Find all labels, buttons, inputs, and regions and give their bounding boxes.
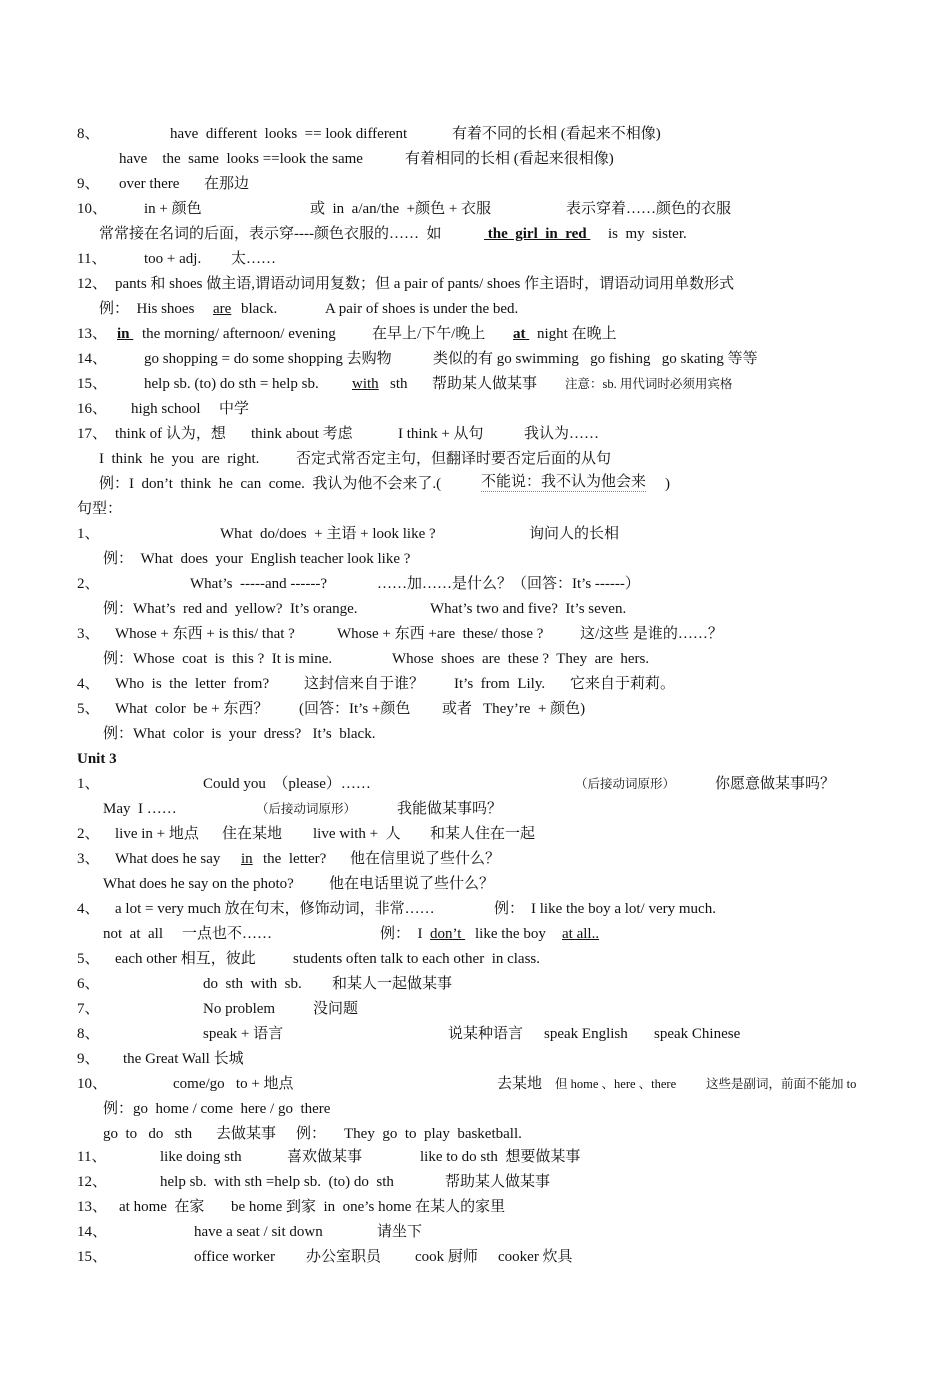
example: speak English xyxy=(544,1026,628,1042)
translation: 一点也不…… xyxy=(182,926,273,942)
list-item xyxy=(0,373,950,395)
section-heading xyxy=(0,498,950,520)
example-note: 不能说：我不认为他会来 xyxy=(481,474,647,490)
example-underlined: at all.. xyxy=(562,926,600,942)
phrase: go shopping = do some shopping 去购物 xyxy=(144,351,392,367)
phrase: cooker 炊具 xyxy=(498,1249,573,1265)
translation: 在早上/下午/晚上 xyxy=(372,326,486,342)
example: Whose shoes are these ? They are hers. xyxy=(392,651,650,667)
preposition-underlined: with xyxy=(352,376,379,392)
phrase: think of 认为，想 xyxy=(115,426,226,442)
pattern: What do/does + 主语 + look like ? xyxy=(220,526,436,542)
phrase: each other 相互，彼此 xyxy=(115,951,256,967)
list-item xyxy=(0,1146,950,1168)
translation: 表示穿着……颜色的衣服 xyxy=(566,201,732,217)
list-item xyxy=(0,273,950,295)
list-item xyxy=(0,548,950,570)
example: is my sister. xyxy=(608,226,687,242)
list-item xyxy=(0,848,950,870)
list-item xyxy=(0,1171,950,1193)
list-item xyxy=(0,998,950,1020)
note: 这些是副词，前面不能加 to xyxy=(706,1077,857,1091)
item-number: 15、 xyxy=(77,376,108,392)
phrase: I think + 从句 xyxy=(398,426,484,442)
phrase: think about 考虑 xyxy=(251,426,353,442)
example: 例： I xyxy=(380,926,423,942)
note: 但 home 、here 、there xyxy=(555,1077,677,1091)
translation: 喜欢做某事 xyxy=(287,1149,363,1165)
example: speak Chinese xyxy=(654,1026,741,1042)
example: students often talk to each other in class. xyxy=(293,951,541,967)
translation: 他在电话里说了些什么？ xyxy=(329,876,495,892)
translation: 说某种语言 xyxy=(448,1026,524,1042)
translation: 帮助某人做某事 xyxy=(432,376,538,392)
pattern: Who is the letter from? xyxy=(115,676,270,692)
example: 例：I don’t think he can come. 我认为他不会来了.( xyxy=(99,476,442,492)
phrase: the letter? xyxy=(263,851,327,867)
item-number: 17、 xyxy=(77,426,108,442)
translation: 我认为…… xyxy=(524,426,600,442)
list-item xyxy=(0,1073,950,1095)
example: black. xyxy=(241,301,278,317)
phrase: Could you （please）…… xyxy=(203,776,371,792)
unit-heading xyxy=(0,748,950,770)
list-item xyxy=(0,1221,950,1243)
example: ) xyxy=(665,476,670,492)
pattern: What color be + 东西？ xyxy=(115,701,269,717)
phrase: have the same looks ==look the same xyxy=(119,151,363,167)
phrase: What does he say xyxy=(115,851,221,867)
item-number: 8、 xyxy=(77,1026,100,1042)
note: 类似的有 go swimming go fishing go skating 等等 xyxy=(433,351,758,367)
list-item xyxy=(0,523,950,545)
translation: 你愿意做某事吗？ xyxy=(715,776,836,792)
phrase: not at all xyxy=(103,926,163,942)
translation: 帮助某人做某事 xyxy=(445,1174,551,1190)
phrase: over there xyxy=(119,176,180,192)
translation: 办公室职员 xyxy=(306,1249,382,1265)
phrase: night 在晚上 xyxy=(537,326,617,342)
phrase: be home 到家 in one’s home 在某人的家里 xyxy=(231,1199,506,1215)
list-item xyxy=(0,423,950,445)
list-item xyxy=(0,198,950,220)
note: (回答：It’s +颜色 xyxy=(299,701,411,717)
note: （后接动词原形） xyxy=(575,777,676,791)
phrase: office worker xyxy=(194,1249,275,1265)
phrase: the morning/ afternoon/ evening xyxy=(142,326,336,342)
example: 例： His shoes xyxy=(99,301,195,317)
translation: 和某人一起做某事 xyxy=(332,976,453,992)
list-item xyxy=(0,1196,950,1218)
list-item xyxy=(0,898,950,920)
list-item xyxy=(0,173,950,195)
item-number: 4、 xyxy=(77,901,100,917)
translation: ……加……是什么？（回答：It’s ------） xyxy=(377,576,640,592)
translation: 这封信来自于谁？ xyxy=(304,676,425,692)
phrase: like doing sth xyxy=(160,1149,242,1165)
item-number: 1、 xyxy=(77,776,100,792)
note: 常常接在名词的后面，表示穿----颜色衣服的…… 如 xyxy=(99,226,442,242)
example: It’s from Lily. xyxy=(454,676,546,692)
phrase: at home 在家 xyxy=(119,1199,205,1215)
phrase: have a seat / sit down xyxy=(194,1224,323,1240)
list-item xyxy=(0,323,950,345)
translation: 这/这些 是谁的……？ xyxy=(580,626,723,642)
phrase: help sb. with sth =help sb. (to) do sth xyxy=(160,1174,394,1190)
list-item xyxy=(0,448,950,470)
item-number: 5、 xyxy=(77,701,100,717)
note: 或者 xyxy=(442,701,473,717)
note: They’re + 颜色) xyxy=(483,701,586,717)
list-item xyxy=(0,773,950,795)
example: 例：go home / come here / go there xyxy=(103,1101,331,1117)
list-item xyxy=(0,473,950,495)
preposition-underlined: in xyxy=(241,851,253,867)
list-item xyxy=(0,148,950,170)
item-number: 3、 xyxy=(77,851,100,867)
list-item xyxy=(0,398,950,420)
example-underlined: don’t xyxy=(430,926,466,942)
note: 否定式常否定主句，但翻译时要否定后面的从句 xyxy=(296,451,612,467)
translation: 在那边 xyxy=(204,176,250,192)
item-number: 9、 xyxy=(77,176,100,192)
preposition-underlined: at xyxy=(513,326,530,342)
translation: 住在某地 xyxy=(222,826,283,842)
example-underlined: the girl in red xyxy=(484,226,591,242)
list-item xyxy=(0,1246,950,1268)
translation: 请坐下 xyxy=(377,1224,423,1240)
phrase: like to do sth 想要做某事 xyxy=(420,1149,581,1165)
item-number: 16、 xyxy=(77,401,108,417)
item-number: 13、 xyxy=(77,326,108,342)
list-item xyxy=(0,348,950,370)
phrase: help sb. (to) do sth = help sb. xyxy=(144,376,319,392)
translation: 有着相同的长相 (看起来很相像) xyxy=(405,151,614,167)
phrase: What does he say on the photo? xyxy=(103,876,294,892)
item-number: 12、 xyxy=(77,1174,108,1190)
phrase: go to do sth xyxy=(103,1126,193,1142)
item-number: 11、 xyxy=(77,1149,107,1165)
translation: 和某人住在一起 xyxy=(430,826,536,842)
note: pants 和 shoes 做主语,谓语动词用复数；但 a pair of pants/ shoes 作主语时，谓语动词用单数形式 xyxy=(115,276,735,292)
list-item xyxy=(0,948,950,970)
phrase: the Great Wall 长城 xyxy=(123,1051,244,1067)
list-item xyxy=(0,223,950,245)
phrase: live in + 地点 xyxy=(115,826,199,842)
pattern: What’s -----and ------? xyxy=(190,576,327,592)
list-item xyxy=(0,123,950,145)
list-item xyxy=(0,648,950,670)
unit-title: Unit 3 xyxy=(77,751,117,767)
translation: 询问人的长相 xyxy=(529,526,620,542)
example: 例：What’s red and yellow? It’s orange. xyxy=(103,601,358,617)
item-number: 6、 xyxy=(77,976,100,992)
list-item xyxy=(0,673,950,695)
example-label: 例： xyxy=(494,901,525,917)
translation: 有着不同的长相 (看起来不相像) xyxy=(452,126,661,142)
translation: 他在信里说了些什么？ xyxy=(350,851,501,867)
phrase: too + adj. xyxy=(144,251,202,267)
phrase: speak + 语言 xyxy=(203,1026,284,1042)
item-number: 1、 xyxy=(77,526,100,542)
item-number: 8、 xyxy=(77,126,100,142)
example: They go to play basketball. xyxy=(344,1126,522,1142)
translation: 它来自于莉莉。 xyxy=(570,676,676,692)
item-number: 4、 xyxy=(77,676,100,692)
phrase: have different looks == look different xyxy=(170,126,408,142)
translation: 没问题 xyxy=(313,1001,359,1017)
list-item xyxy=(0,723,950,745)
translation: 太…… xyxy=(231,251,277,267)
translation: 中学 xyxy=(219,401,250,417)
list-item xyxy=(0,873,950,895)
item-number: 12、 xyxy=(77,276,108,292)
list-item xyxy=(0,573,950,595)
list-item xyxy=(0,698,950,720)
phrase: sth xyxy=(390,376,408,392)
preposition-underlined: in xyxy=(117,326,134,342)
phrase: cook 厨师 xyxy=(415,1249,478,1265)
example: like the boy xyxy=(475,926,546,942)
list-item xyxy=(0,798,950,820)
example: 例： What does your English teacher look like ? xyxy=(103,551,411,567)
list-item xyxy=(0,923,950,945)
example-underlined: are xyxy=(213,301,232,317)
example: 例：What color is your dress? It’s black. xyxy=(103,726,376,742)
translation: 我能做某事吗？ xyxy=(397,801,503,817)
list-item xyxy=(0,1098,950,1120)
phrase: May I …… xyxy=(103,801,177,817)
list-item xyxy=(0,973,950,995)
item-number: 2、 xyxy=(77,576,100,592)
item-number: 10、 xyxy=(77,201,108,217)
list-item xyxy=(0,598,950,620)
translation: 去做某事 xyxy=(216,1126,277,1142)
phrase: come/go to + 地点 xyxy=(173,1076,294,1092)
phrase: do sth with sb. xyxy=(203,976,302,992)
item-number: 2、 xyxy=(77,826,100,842)
translation: 去某地 xyxy=(497,1076,543,1092)
example: 例：Whose coat is this ? It is mine. xyxy=(103,651,333,667)
example: What’s two and five? It’s seven. xyxy=(430,601,627,617)
example: I think he you are right. xyxy=(99,451,260,467)
list-item xyxy=(0,623,950,645)
pattern: Whose + 东西 +are these/ those ? xyxy=(337,626,544,642)
list-item xyxy=(0,1023,950,1045)
section-title: 句型： xyxy=(77,501,123,517)
note: 注意：sb. 用代词时必须用宾格 xyxy=(565,377,733,391)
item-number: 13、 xyxy=(77,1199,108,1215)
phrase: No problem xyxy=(203,1001,276,1017)
example: I like the boy a lot/ very much. xyxy=(531,901,716,917)
item-number: 9、 xyxy=(77,1051,100,1067)
item-number: 14、 xyxy=(77,351,108,367)
item-number: 14、 xyxy=(77,1224,108,1240)
example-label: 例： xyxy=(296,1126,327,1142)
phrase: live with + 人 xyxy=(313,826,401,842)
item-number: 3、 xyxy=(77,626,100,642)
item-number: 11、 xyxy=(77,251,107,267)
item-number: 15、 xyxy=(77,1249,108,1265)
list-item xyxy=(0,248,950,270)
list-item xyxy=(0,1123,950,1145)
list-item xyxy=(0,1048,950,1070)
pattern: Whose + 东西 + is this/ that ? xyxy=(115,626,295,642)
note: （后接动词原形） xyxy=(256,802,357,816)
item-number: 7、 xyxy=(77,1001,100,1017)
phrase: high school xyxy=(131,401,201,417)
item-number: 10、 xyxy=(77,1076,108,1092)
item-number: 5、 xyxy=(77,951,100,967)
list-item xyxy=(0,298,950,320)
phrase: a lot = very much 放在句末，修饰动词，非常…… xyxy=(115,901,435,917)
list-item xyxy=(0,823,950,845)
phrase: in + 颜色 xyxy=(144,201,202,217)
example: A pair of shoes is under the bed. xyxy=(325,301,519,317)
phrase: 或 in a/an/the +颜色 + 衣服 xyxy=(310,201,492,217)
